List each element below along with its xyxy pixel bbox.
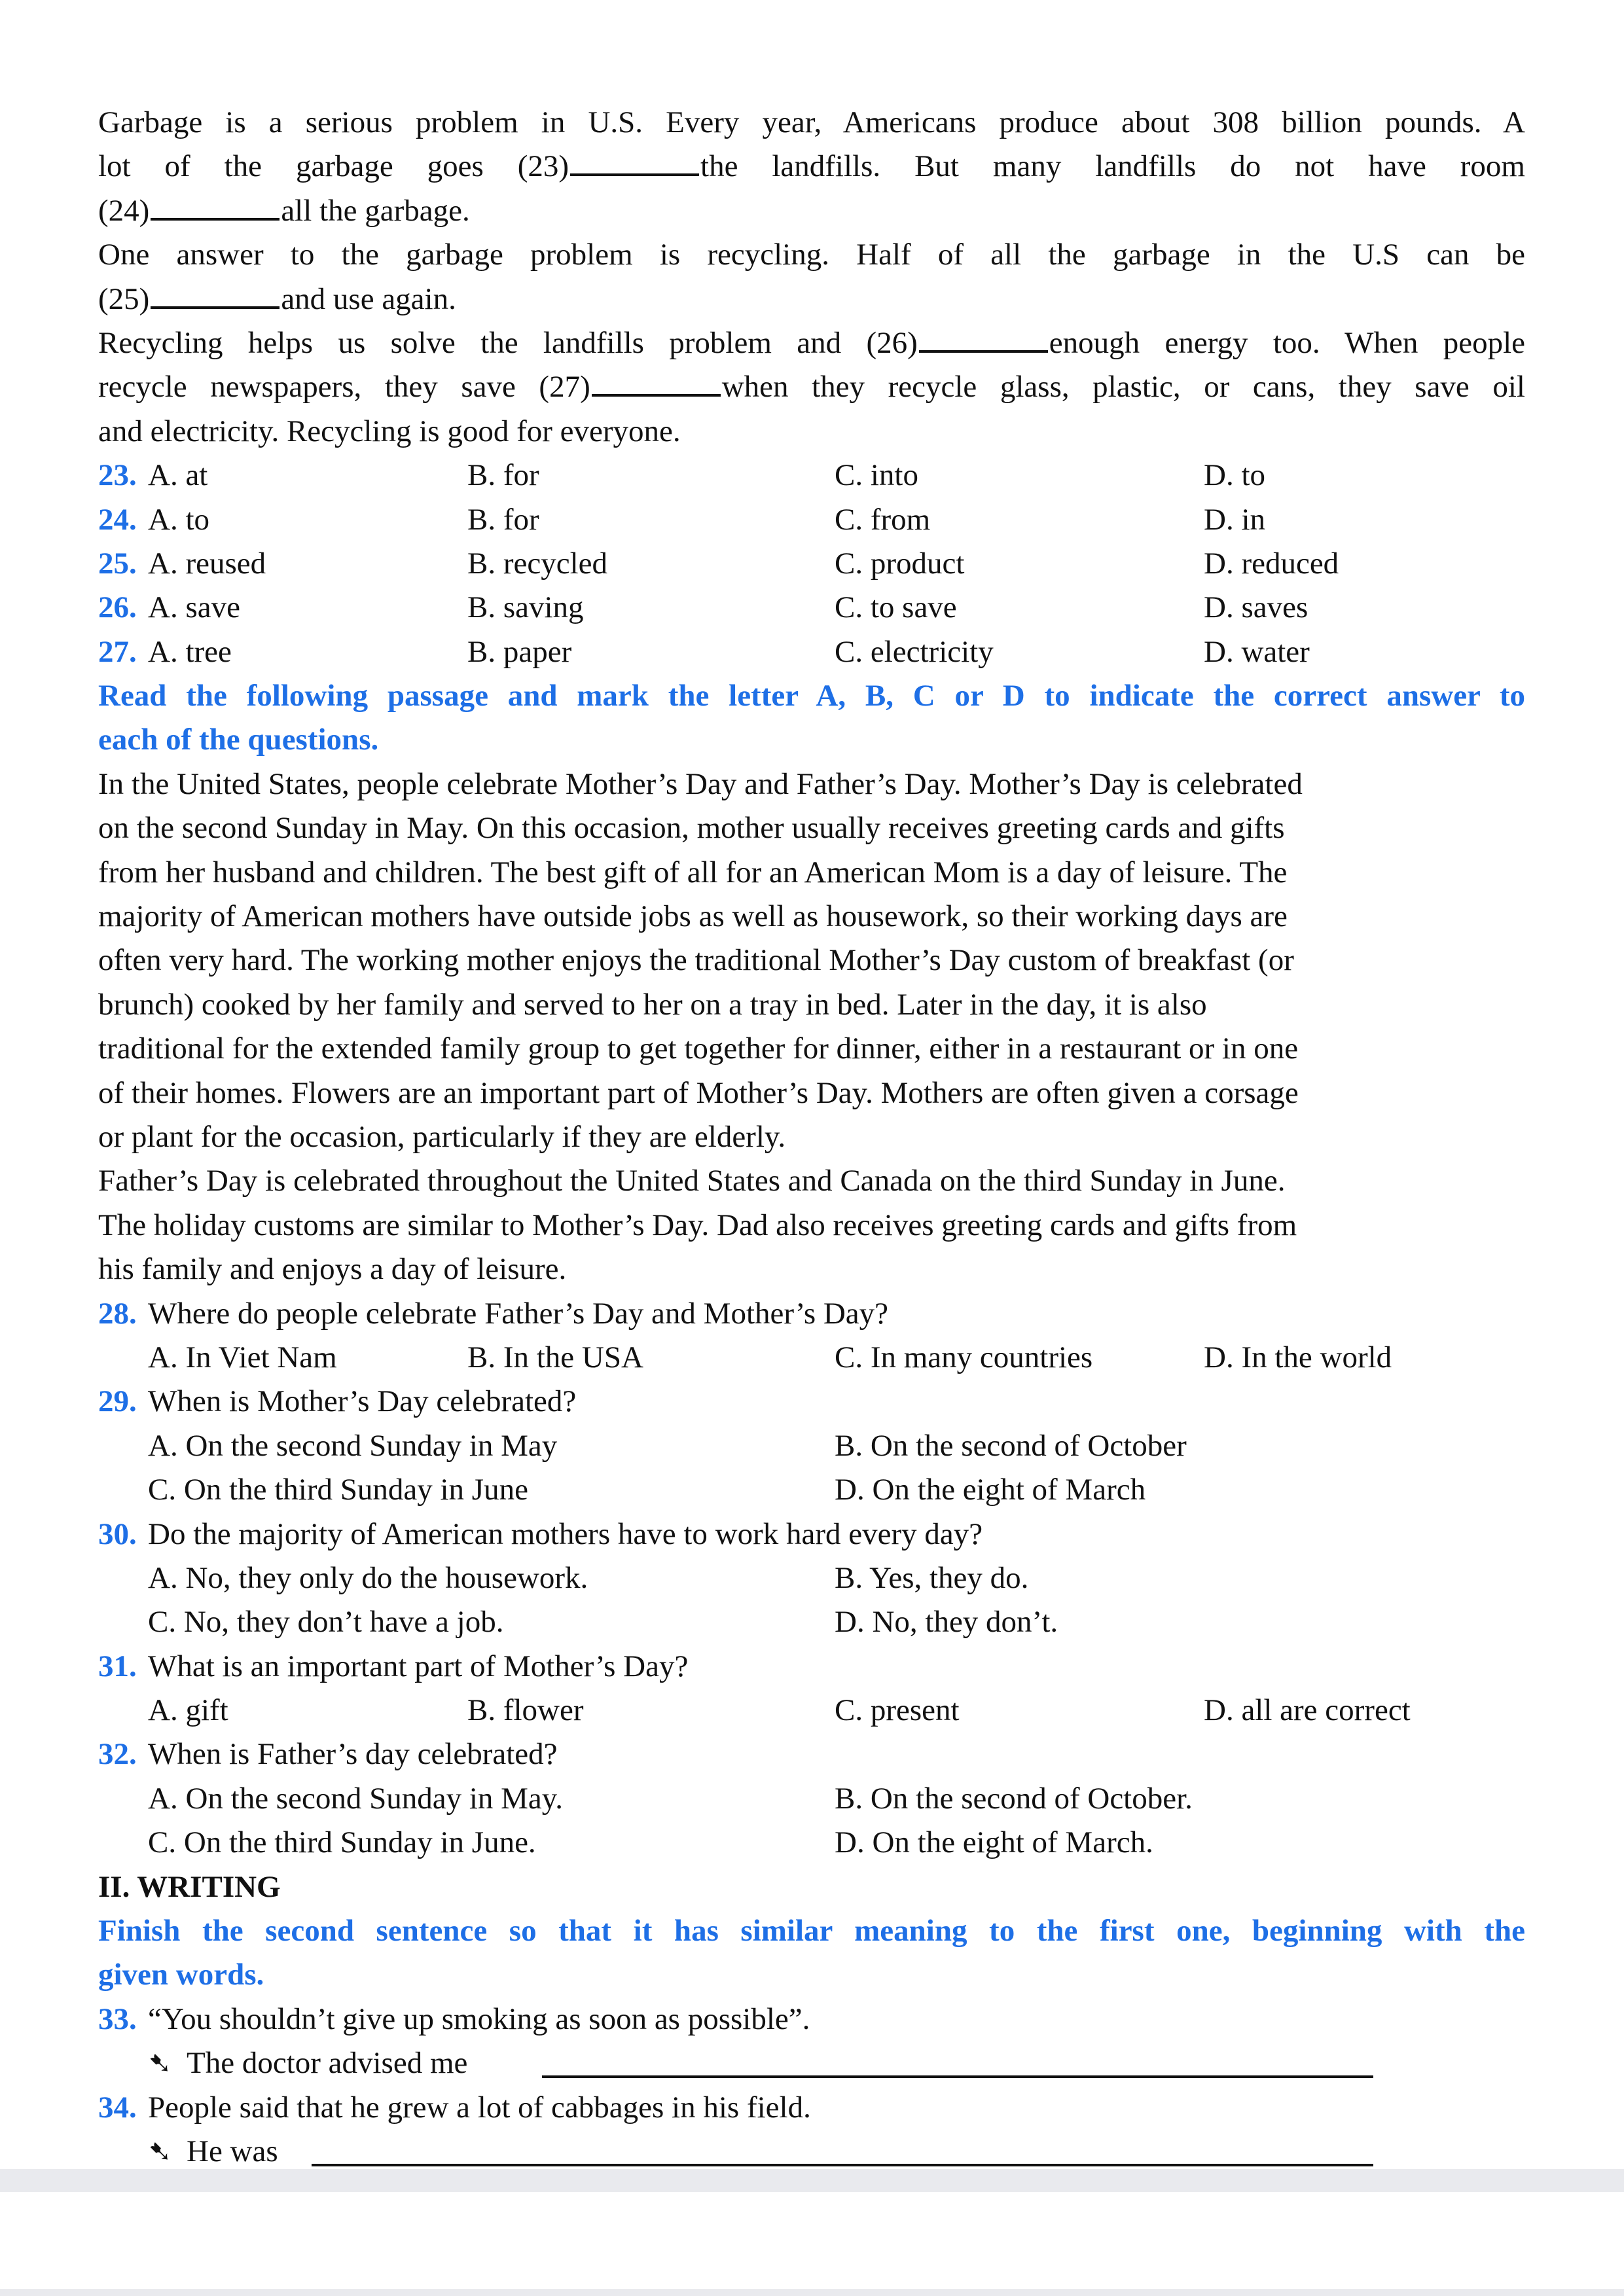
option-c: C. On the third Sunday in June — [148, 1473, 528, 1507]
arrow-icon: ➷ — [148, 2047, 172, 2080]
option-d: D. all are correct — [1204, 1693, 1411, 1728]
answer-line[interactable] — [312, 2164, 1373, 2166]
option-d: D. On the eight of March. — [835, 1825, 1153, 1860]
question-28-options — [98, 1336, 1525, 1380]
text: enough energy too. When people — [1049, 325, 1525, 360]
option-a: A. reused — [148, 546, 266, 581]
option-c: C. In many countries — [835, 1340, 1093, 1374]
option-d: D. to — [1204, 458, 1265, 493]
question-32-options — [98, 1777, 1525, 1821]
question-text: When is Father’s day celebrated? — [148, 1737, 558, 1772]
question-26 — [98, 586, 1525, 630]
question-32 — [98, 1732, 1525, 1776]
option-c: C. product — [835, 546, 965, 581]
text: (24) — [98, 193, 150, 228]
option-a: A. In Viet Nam — [148, 1340, 337, 1374]
question-number: 34. — [98, 2090, 137, 2125]
answer-line[interactable] — [542, 2075, 1373, 2078]
page-gap — [0, 2169, 1624, 2192]
question-27 — [98, 630, 1525, 674]
option-c: C. No, they don’t have a job. — [148, 1605, 504, 1640]
passage2-line: majority of American mothers have outside jobs as well as housework, so their working days are — [98, 899, 1288, 934]
question-text: When is Mother’s Day celebrated? — [148, 1384, 577, 1419]
question-number: 33. — [98, 2001, 137, 2036]
text: all the garbage. — [281, 193, 470, 228]
option-b: B. paper — [467, 634, 572, 669]
passage1-line: One answer to the garbage problem is recycling. Half of all the garbage in the U.S can be — [98, 238, 1525, 272]
question-text: Do the majority of American mothers have to work hard every day? — [148, 1516, 983, 1551]
passage2-line: In the United States, people celebrate Mother’s Day and Father’s Day. Mother’s Day is celebrated — [98, 766, 1303, 801]
passage2-line: his family and enjoys a day of leisure. — [98, 1252, 567, 1287]
question-30-options — [98, 1600, 1525, 1644]
question-number: 24. — [98, 502, 137, 537]
arrow-icon: ➷ — [148, 2135, 172, 2168]
section-title-writing: II. WRITING — [98, 1869, 281, 1904]
question-31 — [98, 1645, 1525, 1689]
passage2-line: of their homes. Flowers are an important part of Mother’s Day. Mothers are often given a corsage — [98, 1075, 1299, 1110]
option-b: B. saving — [467, 590, 584, 625]
text: (25) — [98, 281, 150, 316]
text: recycle newspapers, they save (27) — [98, 370, 590, 404]
passage1-line — [98, 189, 1525, 233]
passage1-line — [98, 278, 1525, 321]
question-number: 28. — [98, 1296, 137, 1331]
question-32-options — [98, 1821, 1525, 1865]
question-number: 23. — [98, 458, 137, 493]
option-b: B. for — [467, 502, 539, 537]
passage1-line: and electricity. Recycling is good for everyone. — [98, 414, 681, 448]
question-text: Where do people celebrate Father’s Day and Mother’s Day? — [148, 1296, 889, 1331]
question-number: 32. — [98, 1737, 137, 1772]
question-23 — [98, 454, 1525, 497]
blank-24 — [151, 192, 280, 221]
option-d: D. in — [1204, 502, 1265, 537]
option-d: D. On the eight of March — [835, 1473, 1146, 1507]
instruction-heading: Finish the second sentence so that it has similar meaning to the first one, beginning with the — [98, 1914, 1525, 1948]
question-number: 31. — [98, 1649, 137, 1683]
question-number: 27. — [98, 634, 137, 669]
option-b: B. for — [467, 458, 539, 493]
option-b: B. flower — [467, 1693, 584, 1728]
passage2-line: The holiday customs are similar to Mother’s Day. Dad also receives greeting cards and gifts from — [98, 1208, 1297, 1242]
question-29-options — [98, 1424, 1525, 1468]
question-text: “You shouldn’t give up smoking as soon as possible”. — [148, 2001, 810, 2036]
question-number: 26. — [98, 590, 137, 625]
question-34-answer — [98, 2130, 1525, 2174]
question-24 — [98, 498, 1525, 542]
option-c: C. On the third Sunday in June. — [148, 1825, 536, 1860]
question-31-options — [98, 1689, 1525, 1732]
instruction-heading: Read the following passage and mark the letter A, B, C or D to indicate the correct answer to — [98, 679, 1525, 713]
option-a: A. On the second Sunday in May. — [148, 1781, 563, 1816]
question-34 — [98, 2086, 1525, 2130]
passage2-line: traditional for the extended family group to get together for dinner, either in a restaurant or in one — [98, 1031, 1299, 1066]
passage1-line — [98, 365, 1525, 409]
text: the landfills. But many landfills do not have room — [700, 149, 1525, 184]
option-c: C. to save — [835, 590, 957, 625]
passage2-line: from her husband and children. The best gift of all for an American Mom is a day of leisure. The — [98, 855, 1288, 889]
sentence-start: The doctor advised me — [187, 2046, 468, 2081]
question-33 — [98, 1998, 1525, 2041]
option-b: B. On the second of October. — [835, 1781, 1193, 1816]
passage2-line: often very hard. The working mother enjoys the traditional Mother’s Day custom of breakfast (or — [98, 943, 1294, 978]
passage1-line — [98, 321, 1525, 365]
passage2-line: Father’s Day is celebrated throughout the United States and Canada on the third Sunday in June. — [98, 1164, 1286, 1198]
page-gap — [0, 2289, 1624, 2296]
passage1-line: Garbage is a serious problem in U.S. Every year, Americans produce about 308 billion pounds. A — [98, 105, 1525, 139]
option-c: C. electricity — [835, 634, 994, 669]
option-a: A. save — [148, 590, 240, 625]
option-a: A. at — [148, 458, 208, 493]
option-d: D. No, they don’t. — [835, 1605, 1058, 1640]
option-b: B. Yes, they do. — [835, 1560, 1029, 1595]
option-a: A. tree — [148, 634, 232, 669]
passage2-line: brunch) cooked by her family and served to her on a tray in bed. Later in the day, it is also — [98, 987, 1207, 1022]
option-d: D. water — [1204, 634, 1310, 669]
question-30-options — [98, 1556, 1525, 1600]
option-d: D. saves — [1204, 590, 1308, 625]
option-c: C. from — [835, 502, 931, 537]
option-b: B. On the second of October — [835, 1428, 1187, 1463]
question-number: 29. — [98, 1384, 137, 1419]
question-25 — [98, 542, 1525, 586]
question-30 — [98, 1513, 1525, 1556]
option-a: A. to — [148, 502, 209, 537]
text: when they recycle glass, plastic, or cans, they save oil — [721, 370, 1525, 404]
option-a: A. No, they only do the housework. — [148, 1560, 588, 1595]
question-28 — [98, 1292, 1525, 1336]
document-page — [98, 101, 1525, 2174]
passage2-line: on the second Sunday in May. On this occasion, mother usually receives greeting cards and gifts — [98, 811, 1285, 846]
option-a: A. gift — [148, 1693, 228, 1728]
question-29-options — [98, 1468, 1525, 1512]
question-33-answer — [98, 2041, 1525, 2085]
question-text: What is an important part of Mother’s Day? — [148, 1649, 689, 1683]
instruction-heading: given words. — [98, 1958, 264, 1992]
passage2-line: or plant for the occasion, particularly if they are elderly. — [98, 1119, 786, 1154]
question-number: 30. — [98, 1516, 137, 1551]
blank-27 — [592, 368, 721, 397]
question-number: 25. — [98, 546, 137, 581]
question-29 — [98, 1380, 1525, 1424]
option-b: B. recycled — [467, 546, 608, 581]
option-d: D. In the world — [1204, 1340, 1392, 1374]
passage1-line — [98, 145, 1525, 188]
blank-25 — [151, 280, 280, 309]
option-b: B. In the USA — [467, 1340, 643, 1374]
option-a: A. On the second Sunday in May — [148, 1428, 558, 1463]
blank-26 — [919, 324, 1048, 353]
blank-23 — [570, 147, 699, 176]
instruction-heading: each of the questions. — [98, 723, 379, 757]
text: lot of the garbage goes (23) — [98, 149, 569, 184]
option-c: C. into — [835, 458, 918, 493]
question-text: People said that he grew a lot of cabbages in his field. — [148, 2090, 811, 2125]
text: Recycling helps us solve the landfills problem and (26) — [98, 325, 918, 360]
sentence-start: He was — [187, 2134, 278, 2168]
option-c: C. present — [835, 1693, 960, 1728]
option-d: D. reduced — [1204, 546, 1339, 581]
text: and use again. — [281, 281, 456, 316]
